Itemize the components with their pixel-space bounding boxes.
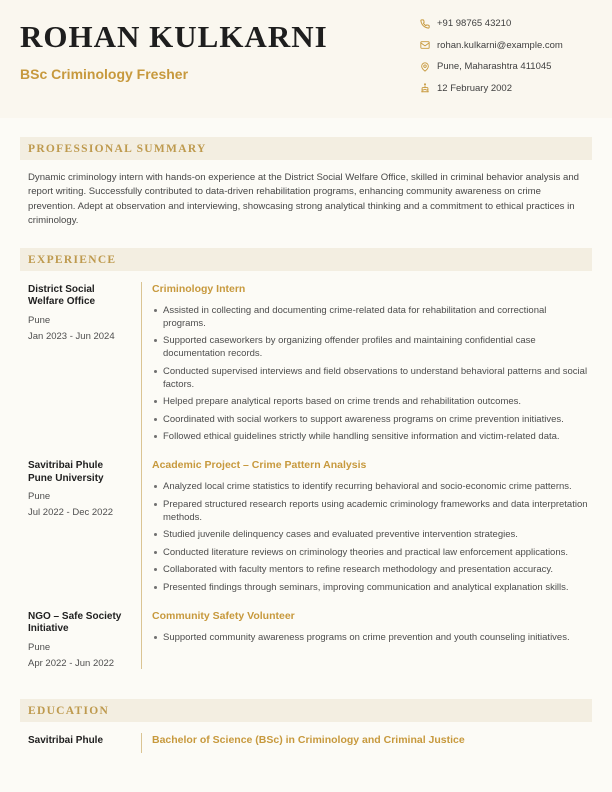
contact-birthday-text: 12 February 2002 [437, 82, 512, 94]
organization-location: Pune [28, 491, 51, 503]
bullet-item: Supported caseworkers by organizing offender profiles and maintaining confidential case documentation records. [152, 334, 588, 360]
employment-dates: Apr 2022 - Jun 2022 [28, 657, 115, 669]
degree-title: Bachelor of Science (BSc) in Criminology and Criminal Justice [152, 733, 465, 746]
bullet-item: Analyzed local crime statistics to identify recurring behavioral and socio-economic crime patterns. [152, 480, 588, 493]
experience-entries [20, 282, 592, 669]
candidate-title: BSc Criminology Fresher [20, 65, 189, 82]
organization-location: Pune [28, 641, 51, 653]
contact-phone-text: +91 98765 43210 [437, 18, 512, 30]
organization-name: NGO – Safe Society Initiative [28, 610, 122, 635]
professional-summary-text: Dynamic criminology intern with hands-on experience at the District Social Welfare Office, skilled in criminal behavior analysis and report writing. Successfully contributed to data-driven rehabilitation programs, enhancing community awareness on crime prevention. Adept at observation and interviewing, showcasing strong analytical thinking and a commitment to ethical practices in criminology. [28, 172, 579, 227]
location-icon [420, 62, 430, 72]
section-heading-experience: EXPERIENCE [20, 248, 592, 271]
bullet-item: Conducted supervised interviews and field observations to understand behavioral patterns and social factors. [152, 365, 588, 391]
contact-block [420, 13, 563, 99]
experience-entry-meta [20, 458, 141, 609]
experience-entry-meta [20, 609, 141, 669]
experience-entry-meta [20, 282, 141, 459]
organization-name: District Social Welfare Office [28, 283, 96, 308]
bullet-item: Collaborated with faculty mentors to refine research methodology and presentation accuracy. [152, 563, 588, 576]
role-title: Academic Project – Crime Pattern Analysis [152, 459, 367, 472]
experience-entry [20, 609, 592, 669]
contact-location-text: Pune, Maharashtra 411045 [437, 61, 552, 73]
organization-name: Savitribai Phule Pune University [28, 460, 104, 484]
bullet-item: Prepared structured research reports using academic criminology frameworks and data interpretation methods. [152, 498, 588, 524]
email-icon [420, 40, 430, 50]
section-heading-professional-summary: PROFESSIONAL SUMMARY [20, 137, 592, 160]
bullet-item: Conducted literature reviews on criminology theories and practical law enforcement applications. [152, 546, 588, 559]
contact-phone [420, 13, 563, 35]
role-title: Community Safety Volunteer [152, 609, 295, 622]
experience-entry [20, 282, 592, 459]
contact-email [420, 35, 563, 57]
employment-dates: Jan 2023 - Jun 2024 [28, 330, 115, 342]
education-entry-details [141, 733, 592, 753]
experience-entry-details [141, 458, 592, 609]
bullet-item: Followed ethical guidelines strictly while handling sensitive information and victim-related data. [152, 430, 588, 443]
contact-email-text: rohan.kulkarni@example.com [437, 39, 563, 51]
institution-name: Savitribai Phule [28, 734, 104, 746]
education-entry-meta [20, 733, 141, 753]
role-bullet-list [152, 304, 588, 444]
employment-dates: Jul 2022 - Dec 2022 [28, 507, 114, 519]
candidate-name: ROHAN KULKARNI [20, 19, 328, 54]
section-heading-education: EDUCATION [20, 699, 592, 722]
bullet-item: Coordinated with social workers to support awareness programs on crime prevention initiatives. [152, 413, 588, 426]
bullet-item: Helped prepare analytical reports based on crime trends and rehabilitation outcomes. [152, 395, 588, 408]
experience-entry [20, 458, 592, 609]
experience-entry-details [141, 609, 592, 669]
contact-birthday [420, 78, 563, 100]
bullet-item: Assisted in collecting and documenting crime-related data for rehabilitation and correctional programs. [152, 304, 588, 330]
phone-icon [420, 19, 430, 29]
role-title: Criminology Intern [152, 282, 246, 295]
organization-location: Pune [28, 314, 51, 326]
role-bullet-list [152, 480, 588, 594]
resume-header [0, 0, 612, 118]
experience-entry-details [141, 282, 592, 459]
bullet-item: Studied juvenile delinquency cases and evaluated preventive intervention strategies. [152, 528, 588, 541]
bullet-item: Presented findings through seminars, improving communication and analytical explanation skills. [152, 581, 588, 594]
role-bullet-list [152, 631, 588, 644]
birthday-icon [420, 83, 430, 93]
contact-location [420, 56, 563, 78]
education-entry [20, 733, 592, 753]
bullet-item: Supported community awareness programs on crime prevention and youth counseling initiatives. [152, 631, 588, 644]
education-entries [20, 733, 592, 753]
